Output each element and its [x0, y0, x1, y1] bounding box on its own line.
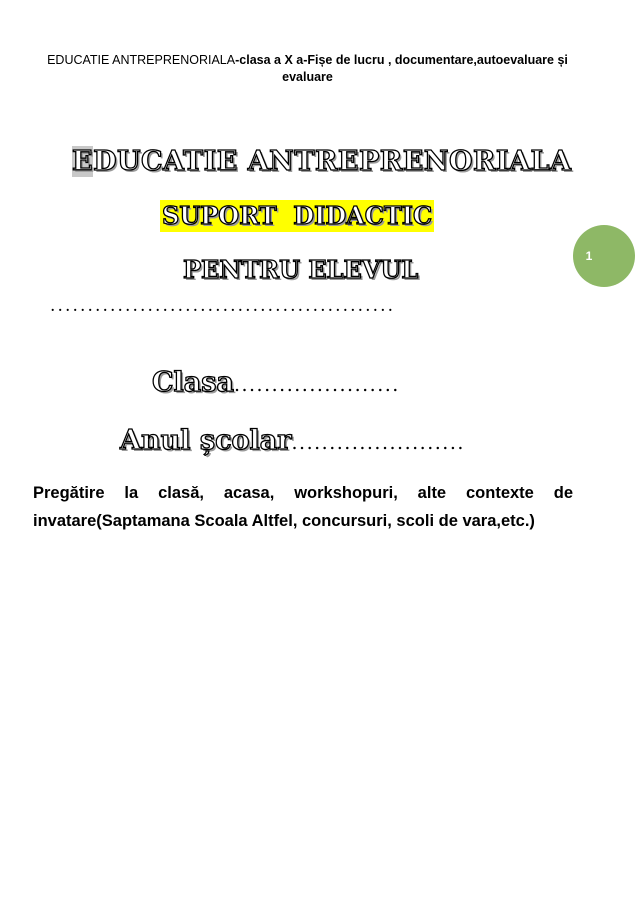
page-header [30, 52, 585, 86]
header-course-name: EDUCATIE ANTREPRENORIALA [47, 53, 236, 67]
school-year-field [120, 423, 465, 461]
title-first-letter: E [72, 146, 94, 177]
page-number: 1 [585, 249, 593, 263]
document-title [72, 145, 571, 179]
class-label: Clasa [152, 367, 234, 398]
usage-context-paragraph: Pregătire la clasă, acasa, workshopuri, alte contexte de invatare(Saptamana Scoala Altfel, concursuri, scoli de vara,etc.) [33, 484, 573, 530]
school-year-label: Anul școlar [120, 425, 292, 456]
page-number-badge [573, 225, 635, 287]
school-year-blank: ....................... [291, 432, 465, 454]
class-blank: ...................... [233, 374, 400, 396]
title-rest: DUCATIE ANTREPRENORIALA [93, 146, 572, 177]
header-description: -clasa a X a-Fișe de lucru , documentare,autoevaluare și evaluare [235, 53, 568, 84]
class-field [152, 365, 400, 403]
for-student-heading: PENTRU ELEVUL [183, 255, 419, 284]
subtitle-highlighted: SUPORT DIDACTIC [162, 201, 433, 230]
student-name-blank: .............................................. [50, 296, 396, 316]
